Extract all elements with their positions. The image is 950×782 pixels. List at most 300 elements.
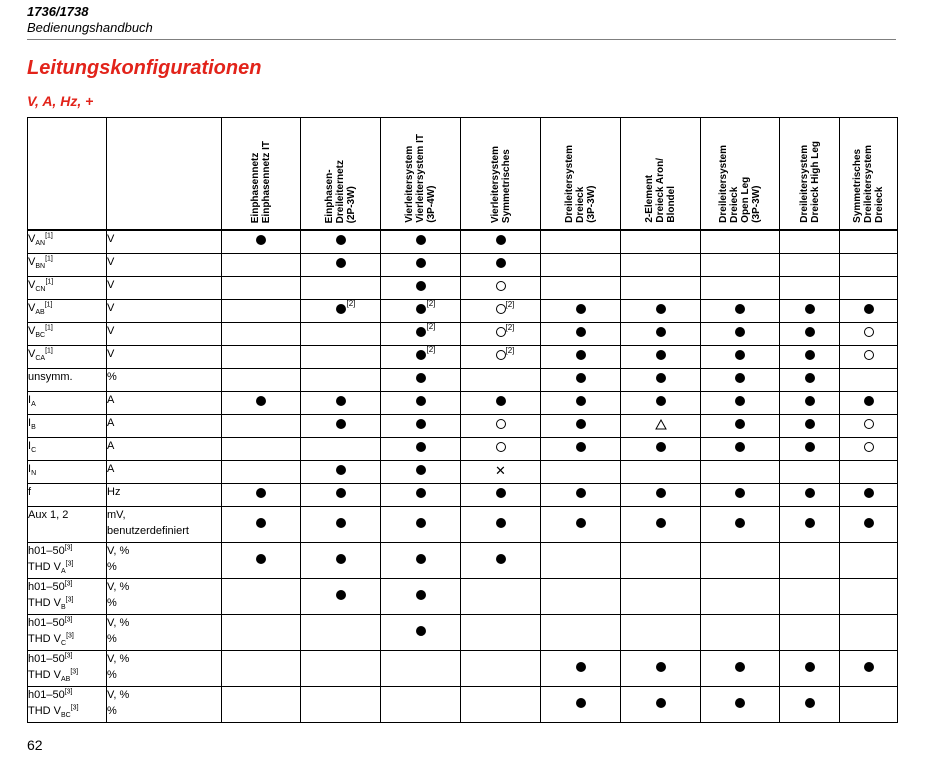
footnote-ref: [1] <box>45 232 53 240</box>
config-cell <box>840 414 898 437</box>
config-cell <box>301 345 381 368</box>
triangle-icon <box>655 419 667 430</box>
config-column-label <box>324 156 357 229</box>
config-cell <box>461 414 541 437</box>
config-cell <box>541 650 621 686</box>
unit-cell <box>107 483 222 506</box>
config-cell <box>701 578 780 614</box>
config-cell <box>222 345 301 368</box>
filled-circle-icon <box>416 299 436 314</box>
config-cell <box>541 299 621 322</box>
config-cell <box>840 276 898 299</box>
filled-circle-icon <box>416 235 426 245</box>
config-cell <box>621 483 701 506</box>
filled-circle-icon <box>805 327 815 337</box>
config-cell <box>381 460 461 483</box>
config-cell <box>301 230 381 253</box>
config-column-label <box>490 142 512 229</box>
unit-cell <box>107 391 222 414</box>
unit-label: V <box>107 301 115 314</box>
config-cell <box>222 460 301 483</box>
open-circle-icon <box>496 442 506 452</box>
filled-circle-icon <box>656 488 666 498</box>
config-column-header <box>701 118 780 231</box>
config-cell <box>780 299 840 322</box>
filled-circle-icon <box>496 258 506 268</box>
config-column-header <box>621 118 701 231</box>
filled-circle-icon <box>735 442 745 452</box>
parameter-label <box>28 559 106 575</box>
filled-circle-icon <box>416 590 426 600</box>
config-column-label-line: 2-Element <box>644 175 655 223</box>
parameter-label <box>28 415 106 431</box>
filled-circle-icon <box>256 396 266 406</box>
parameter-cell <box>28 230 107 253</box>
config-column-label <box>250 137 272 229</box>
parameter-name: V <box>28 233 36 245</box>
config-cell <box>461 230 541 253</box>
filled-circle-icon <box>864 662 874 672</box>
parameter-name: V <box>28 324 36 337</box>
parameter-cell <box>28 686 107 722</box>
footnote-ref: [3] <box>64 651 73 659</box>
filled-circle-icon <box>735 327 745 337</box>
filled-circle-icon <box>805 304 815 314</box>
config-cell <box>840 650 898 686</box>
parameter-name: THD V <box>28 632 61 645</box>
open-circle-icon <box>496 281 506 291</box>
config-cell <box>840 686 898 722</box>
filled-circle-icon <box>496 235 506 245</box>
config-cell <box>301 460 381 483</box>
table-row <box>28 686 898 722</box>
config-cell <box>222 578 301 614</box>
filled-circle-icon <box>805 419 815 429</box>
config-cell <box>301 391 381 414</box>
page-number: 62 <box>27 737 43 753</box>
config-cell <box>621 437 701 460</box>
filled-circle-icon <box>735 518 745 528</box>
config-cell <box>840 437 898 460</box>
filled-circle-icon <box>864 488 874 498</box>
parameter-name: I <box>28 416 32 429</box>
unit-header-cell <box>107 118 222 231</box>
table-row <box>28 391 898 414</box>
parameter-label <box>28 231 106 247</box>
filled-circle-icon <box>336 258 346 268</box>
config-cell <box>621 276 701 299</box>
config-cell <box>381 345 461 368</box>
unit-label: % <box>107 596 117 609</box>
filled-circle-icon <box>656 442 666 452</box>
unit-cell <box>107 650 222 686</box>
config-cell <box>222 391 301 414</box>
config-cell <box>780 368 840 391</box>
config-cell <box>541 614 621 650</box>
footnote-ref: [3] <box>70 667 79 675</box>
unit-label: V, % <box>107 652 130 665</box>
config-cell <box>461 614 541 650</box>
config-cell <box>621 414 701 437</box>
config-cell <box>621 368 701 391</box>
filled-circle-icon <box>576 698 586 708</box>
config-cell <box>780 230 840 253</box>
parameter-cell <box>28 368 107 391</box>
unit-label: benutzerdefiniert <box>107 524 189 537</box>
config-cell <box>381 253 461 276</box>
parameter-cell <box>28 322 107 345</box>
parameter-name: V <box>28 278 36 291</box>
config-column-header <box>780 118 840 231</box>
filled-circle-icon <box>656 304 666 314</box>
config-cell <box>461 299 541 322</box>
parameter-subscript: BN <box>35 262 46 270</box>
filled-circle-icon <box>656 662 666 672</box>
filled-circle-icon <box>416 345 436 360</box>
footnote-ref: [3] <box>65 595 74 603</box>
parameter-label <box>28 277 106 293</box>
parameter-label <box>28 369 106 385</box>
filled-circle-icon <box>416 442 426 452</box>
config-cell <box>840 614 898 650</box>
footnote-ref: [1] <box>45 323 53 331</box>
config-cell <box>701 650 780 686</box>
config-cell <box>780 578 840 614</box>
filled-circle-icon <box>805 698 815 708</box>
footnote-ref: [1] <box>44 300 53 308</box>
parameter-cell <box>28 650 107 686</box>
filled-circle-icon <box>735 350 745 360</box>
parameter-cell <box>28 276 107 299</box>
config-cell <box>381 483 461 506</box>
unit-cell <box>107 506 222 542</box>
unit-label: % <box>107 632 117 645</box>
config-column-header <box>461 118 541 231</box>
parameter-subscript: BC <box>35 331 46 339</box>
unit-label: % <box>107 370 117 383</box>
parameter-name: unsymm. <box>28 370 73 383</box>
config-column-label-line: Dreileiternetz <box>335 159 346 223</box>
filled-circle-icon <box>496 518 506 528</box>
config-cell <box>461 506 541 542</box>
config-cell <box>621 230 701 253</box>
parameter-cell <box>28 299 107 322</box>
unit-cell <box>107 437 222 460</box>
config-cell <box>701 506 780 542</box>
parameter-name: I <box>28 439 32 452</box>
config-cell <box>621 345 701 368</box>
config-column-header <box>222 118 301 231</box>
config-cell <box>222 414 301 437</box>
filled-circle-icon <box>416 419 426 429</box>
config-cell <box>541 437 621 460</box>
config-cell <box>222 253 301 276</box>
table-row <box>28 345 898 368</box>
config-column-label <box>404 130 437 229</box>
config-cell <box>780 650 840 686</box>
open-circle-icon <box>864 442 874 452</box>
footnote-ref: [3] <box>64 543 73 551</box>
config-cell <box>701 391 780 414</box>
config-cell <box>541 391 621 414</box>
config-cell <box>701 614 780 650</box>
config-cell <box>701 345 780 368</box>
filled-circle-icon <box>576 373 586 383</box>
parameter-name: I <box>28 462 32 475</box>
config-cell <box>222 322 301 345</box>
manual-title: Bedienungshandbuch <box>27 20 153 35</box>
parameter-name: h01–50 <box>28 544 65 557</box>
config-cell <box>840 483 898 506</box>
config-cell <box>541 578 621 614</box>
parameter-cell <box>28 542 107 578</box>
filled-circle-icon <box>805 488 815 498</box>
config-cell <box>301 483 381 506</box>
filled-circle-icon <box>496 488 506 498</box>
config-column-label-line: Symmetrisches <box>852 149 863 223</box>
table-row <box>28 578 898 614</box>
unit-label: V <box>107 233 115 245</box>
config-cell <box>621 650 701 686</box>
config-column-label-line: Dreileitersystem <box>863 145 874 223</box>
filled-circle-icon <box>735 488 745 498</box>
config-column-label-line: Dreileitersystem <box>798 145 810 223</box>
footnote-ref: [1] <box>45 254 53 262</box>
model-number: 1736/1738 <box>27 4 89 19</box>
unit-cell <box>107 230 222 253</box>
config-column-label-line: Open Leg <box>740 176 751 223</box>
filled-circle-icon <box>576 442 586 452</box>
parameter-label <box>28 323 106 339</box>
config-cell <box>381 650 461 686</box>
config-cell <box>301 506 381 542</box>
unit-label: A <box>107 462 115 475</box>
filled-circle-icon <box>805 662 815 672</box>
parameter-label <box>28 507 106 523</box>
footnote-ref: [3] <box>64 579 73 587</box>
unit-cell <box>107 345 222 368</box>
filled-circle-icon <box>576 396 586 406</box>
config-cell <box>621 578 701 614</box>
filled-circle-icon <box>735 698 745 708</box>
filled-circle-icon <box>576 662 586 672</box>
config-cell <box>701 368 780 391</box>
filled-circle-icon <box>416 322 436 337</box>
config-column-header <box>301 118 381 231</box>
config-cell <box>780 276 840 299</box>
table-row <box>28 650 898 686</box>
unit-label: V <box>107 255 115 268</box>
filled-circle-icon <box>336 518 346 528</box>
parameter-header-cell <box>28 118 107 231</box>
config-cell <box>541 322 621 345</box>
filled-circle-icon <box>576 350 586 360</box>
filled-circle-icon <box>336 465 346 475</box>
parameter-subscript: C <box>61 639 67 647</box>
config-cell <box>381 437 461 460</box>
subsection-title: V, A, Hz, + <box>27 93 94 109</box>
filled-circle-icon <box>336 554 346 564</box>
table-row <box>28 276 898 299</box>
config-cell <box>840 542 898 578</box>
config-cell <box>541 542 621 578</box>
table-row <box>28 230 898 253</box>
config-column-header <box>840 118 898 231</box>
config-cell <box>381 414 461 437</box>
table-row <box>28 483 898 506</box>
config-cell <box>701 276 780 299</box>
filled-circle-icon <box>416 258 426 268</box>
filled-circle-icon <box>336 488 346 498</box>
x-mark-icon: ✕ <box>495 463 506 478</box>
config-cell <box>461 483 541 506</box>
parameter-cell <box>28 578 107 614</box>
config-cell <box>222 276 301 299</box>
parameter-name: I <box>28 393 32 406</box>
filled-circle-icon <box>735 304 745 314</box>
filled-circle-icon <box>496 396 506 406</box>
filled-circle-icon <box>416 373 426 383</box>
open-circle-icon <box>496 323 515 337</box>
table-row <box>28 460 898 483</box>
config-cell <box>701 460 780 483</box>
parameter-cell <box>28 414 107 437</box>
config-cell <box>381 299 461 322</box>
footnote-ref: [3] <box>66 631 74 639</box>
filled-circle-icon <box>336 235 346 245</box>
parameter-cell <box>28 345 107 368</box>
config-cell <box>541 368 621 391</box>
config-cell <box>301 614 381 650</box>
parameter-name: V <box>28 255 36 268</box>
config-cell <box>701 542 780 578</box>
filled-circle-icon <box>416 396 426 406</box>
config-cell <box>222 614 301 650</box>
config-cell <box>840 230 898 253</box>
config-cell <box>621 391 701 414</box>
config-cell <box>381 322 461 345</box>
config-column-header <box>381 118 461 231</box>
config-column-label-line: Vierleitersystem <box>404 145 415 223</box>
parameter-name: h01–50 <box>28 580 65 593</box>
config-cell <box>222 230 301 253</box>
config-cell <box>461 437 541 460</box>
filled-circle-icon <box>735 419 745 429</box>
unit-label: V, % <box>107 688 130 701</box>
config-cell <box>222 437 301 460</box>
parameter-label <box>28 461 106 477</box>
config-column-label-line: Dreieck High Leg <box>809 141 821 223</box>
header-divider <box>27 39 896 40</box>
filled-circle-icon <box>656 698 666 708</box>
filled-circle-icon <box>805 396 815 406</box>
footnote-ref: [2] <box>505 323 515 332</box>
filled-circle-icon <box>256 488 266 498</box>
config-cell <box>461 368 541 391</box>
footnote-ref: [1] <box>45 346 53 354</box>
open-circle-icon <box>864 327 874 337</box>
config-column-label-line: Einphasen- <box>324 169 335 223</box>
filled-circle-icon <box>864 304 874 314</box>
config-cell <box>621 253 701 276</box>
unit-label: V <box>107 278 115 291</box>
open-circle-icon <box>496 300 515 314</box>
parameter-subscript: AB <box>35 308 45 316</box>
config-cell <box>621 460 701 483</box>
unit-label: Hz <box>107 485 121 498</box>
parameter-label <box>28 595 106 611</box>
config-cell <box>701 253 780 276</box>
config-cell <box>381 230 461 253</box>
config-cell <box>381 506 461 542</box>
unit-label: mV, <box>107 508 126 521</box>
parameter-cell <box>28 506 107 542</box>
table-row <box>28 322 898 345</box>
parameter-subscript: B <box>31 423 36 431</box>
config-cell <box>301 437 381 460</box>
config-cell <box>461 650 541 686</box>
config-column-label-line: Einphasennetz IT <box>261 140 272 223</box>
config-cell <box>541 483 621 506</box>
config-column-label-line: Blondel <box>666 186 677 223</box>
config-cell <box>381 391 461 414</box>
unit-cell <box>107 414 222 437</box>
config-cell <box>780 437 840 460</box>
config-cell <box>301 650 381 686</box>
unit-cell <box>107 578 222 614</box>
parameter-name: h01–50 <box>28 616 65 629</box>
config-column-label <box>852 141 885 229</box>
config-cell <box>780 542 840 578</box>
parameter-subscript: A <box>61 567 66 575</box>
config-cell <box>621 686 701 722</box>
filled-circle-icon <box>416 281 426 291</box>
parameter-subscript: CA <box>35 354 46 362</box>
config-cell <box>301 414 381 437</box>
section-title: Leitungskonfigurationen <box>27 57 262 79</box>
filled-circle-icon <box>336 299 356 314</box>
config-column-label-line: (3P-4W) <box>426 185 437 223</box>
config-cell <box>840 391 898 414</box>
filled-circle-icon <box>416 488 426 498</box>
footnote-ref: [1] <box>45 277 54 285</box>
config-column-header <box>541 118 621 231</box>
parameter-label <box>28 484 106 500</box>
config-cell <box>461 322 541 345</box>
config-cell <box>621 299 701 322</box>
unit-label: V <box>107 347 115 360</box>
document-header <box>27 4 153 36</box>
filled-circle-icon <box>735 373 745 383</box>
config-cell <box>701 483 780 506</box>
config-column-label-line: (3P-3W) <box>751 185 762 223</box>
table-row <box>28 542 898 578</box>
table-row <box>28 368 898 391</box>
config-cell <box>301 368 381 391</box>
table-row <box>28 506 898 542</box>
parameter-subscript: AB <box>61 675 71 683</box>
footnote-ref: [2] <box>426 345 436 354</box>
parameter-label <box>28 703 106 719</box>
unit-cell <box>107 460 222 483</box>
config-cell <box>701 230 780 253</box>
filled-circle-icon <box>336 396 346 406</box>
config-cell <box>222 650 301 686</box>
config-cell <box>701 686 780 722</box>
footnote-ref: [2] <box>426 322 436 331</box>
parameter-label <box>28 300 106 316</box>
filled-circle-icon <box>656 327 666 337</box>
